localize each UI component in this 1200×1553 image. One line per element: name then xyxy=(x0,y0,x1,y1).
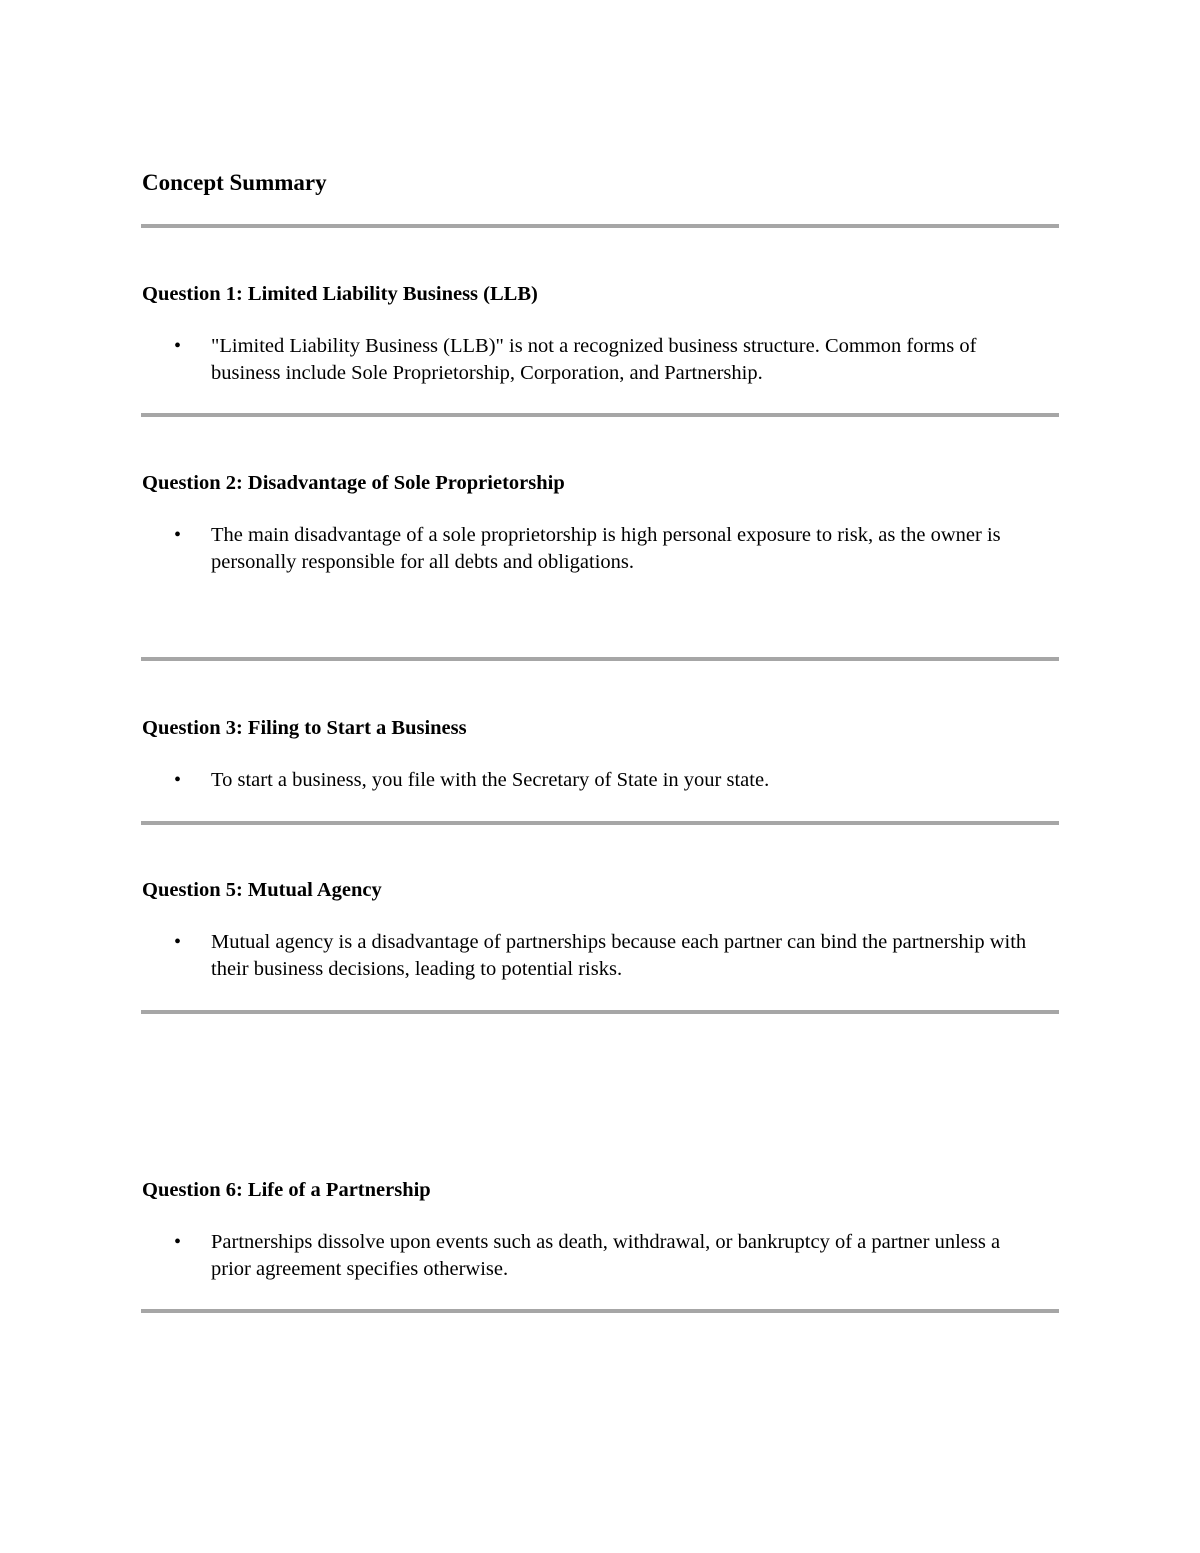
question-heading: Question 2: Disadvantage of Sole Proprietorship xyxy=(142,472,565,494)
bullet-icon: • xyxy=(174,769,182,791)
horizontal-rule xyxy=(141,413,1059,417)
list-item xyxy=(142,929,1042,983)
question-section-2 xyxy=(142,468,1042,576)
horizontal-rule xyxy=(141,224,1059,228)
bullet-icon: • xyxy=(174,931,182,953)
bullet-icon: • xyxy=(174,524,182,546)
horizontal-rule xyxy=(141,1309,1059,1313)
list-item xyxy=(142,333,1042,387)
page-title: Concept Summary xyxy=(142,170,327,195)
bullet-list xyxy=(142,522,1042,576)
list-item-text: To start a business, you file with the Secretary of State in your state. xyxy=(211,769,770,791)
list-item-text: "Limited Liability Business (LLB)" is not a recognized business structure. Common forms of business include Sole Proprietorship, Corporation, and Partnership. xyxy=(211,335,977,384)
question-section-5 xyxy=(142,875,1042,983)
bullet-list xyxy=(142,767,1042,794)
horizontal-rule xyxy=(141,821,1059,825)
horizontal-rule xyxy=(141,657,1059,661)
question-heading: Question 5: Mutual Agency xyxy=(142,879,382,901)
list-item-text: The main disadvantage of a sole proprietorship is high personal exposure to risk, as the owner is personally responsible for all debts and obligations. xyxy=(211,524,1001,573)
list-item xyxy=(142,767,1042,794)
question-heading: Question 3: Filing to Start a Business xyxy=(142,717,467,739)
question-heading: Question 6: Life of a Partnership xyxy=(142,1179,431,1201)
bullet-list xyxy=(142,929,1042,983)
list-item-text: Mutual agency is a disadvantage of partnerships because each partner can bind the partnership with their business decisions, leading to potential risks. xyxy=(211,931,1027,980)
question-section-6 xyxy=(142,1175,1042,1283)
bullet-list xyxy=(142,1229,1042,1283)
bullet-icon: • xyxy=(174,335,182,357)
horizontal-rule xyxy=(141,1010,1059,1014)
question-section-1 xyxy=(142,279,1042,387)
list-item-text: Partnerships dissolve upon events such as death, withdrawal, or bankruptcy of a partner unless a prior agreement specifies otherwise. xyxy=(211,1231,1001,1280)
question-heading: Question 1: Limited Liability Business (LLB) xyxy=(142,283,538,305)
bullet-list xyxy=(142,333,1042,387)
list-item xyxy=(142,1229,1042,1283)
question-section-3 xyxy=(142,713,1042,794)
list-item xyxy=(142,522,1042,576)
bullet-icon: • xyxy=(174,1231,182,1253)
